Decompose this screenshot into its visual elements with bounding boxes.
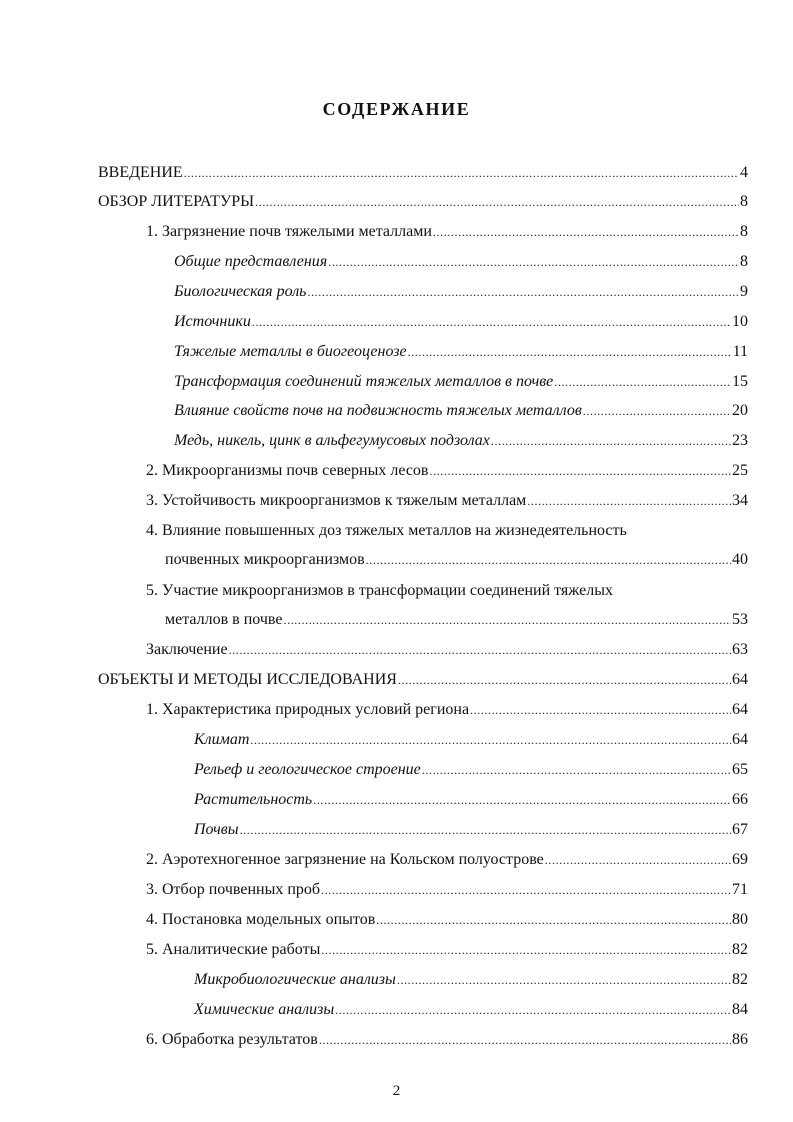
toc-dot-leader [366, 548, 731, 572]
toc-dot-leader [319, 1028, 731, 1052]
toc-dot-leader [397, 968, 731, 992]
toc-entry-page: 34 [732, 492, 748, 509]
toc-entry-label: 4. Постановка модельных опытов [146, 911, 376, 928]
toc-dot-leader [433, 220, 739, 244]
toc-entry-page: 20 [732, 402, 748, 419]
toc-dot-leader [255, 190, 739, 214]
toc-entry-northern-forest-microorganisms[interactable] [146, 459, 748, 483]
toc-entry-vegetation[interactable] [194, 788, 748, 812]
toc-entry-label: Влияние свойств почв на подвижность тяжелых металлов [174, 402, 582, 419]
toc-entry-label: 2. Микроорганизмы почв северных лесов [146, 462, 429, 479]
toc-entry-results-processing[interactable] [146, 1028, 748, 1052]
toc-entry-label: Рельеф и геологическое строение [194, 761, 421, 778]
toc-entry-page: 65 [732, 761, 748, 778]
toc-entry-page: 64 [732, 701, 748, 718]
toc-entry-climate[interactable] [194, 728, 748, 752]
toc-entry-page: 8 [740, 193, 748, 210]
toc-entry-page: 64 [732, 671, 748, 688]
toc-entry-label: 3. Устойчивость микроорганизмов к тяжелым металлам [146, 492, 527, 509]
toc-entry-label: 2. Аэротехногенное загрязнение на Кольском полуострове [146, 851, 544, 868]
toc-entry-transformation-compounds[interactable] [174, 370, 748, 394]
toc-entry-page: 53 [732, 611, 748, 628]
toc-entry-label: 6. Обработка результатов [146, 1031, 318, 1048]
toc-entry-page: 9 [740, 283, 748, 300]
toc-dot-leader [229, 638, 731, 662]
toc-entry-model-experiments[interactable] [146, 908, 748, 932]
toc-entry-microbiological-analyses[interactable] [194, 968, 748, 992]
toc-entry-objects-methods[interactable] [98, 668, 748, 692]
toc-dot-leader [376, 908, 731, 932]
toc-dot-leader [398, 668, 731, 692]
toc-entry-page: 66 [732, 791, 748, 808]
toc-entry-page: 71 [732, 881, 748, 898]
toc-entry-page: 86 [732, 1031, 748, 1048]
toc-entry-microorganism-participation[interactable] [165, 608, 748, 632]
toc-entry-page: 63 [732, 641, 748, 658]
toc-entry-relief-geology[interactable] [194, 758, 748, 782]
toc-entry-label: Растительность [194, 791, 313, 808]
toc-entry-page: 11 [732, 343, 748, 360]
toc-entry-page: 64 [732, 731, 748, 748]
toc-dot-leader [250, 728, 731, 752]
toc-entry-label: Микробиологические анализы [194, 971, 396, 988]
page-title: СОДЕРЖАНИЕ [322, 99, 471, 119]
toc-entry-label: Тяжелые металлы в биогеоценозе [174, 343, 407, 360]
toc-entry-aerotechnogenic-pollution[interactable] [146, 848, 748, 872]
toc-dot-leader [321, 878, 731, 902]
toc-dot-leader [328, 250, 739, 274]
toc-entry-label: 5. Аналитические работы [146, 941, 321, 958]
toc-entry-label: ВВЕДЕНИЕ [98, 164, 183, 181]
toc-entry-page: 8 [740, 253, 748, 270]
toc-entry-high-doses-influence-line1[interactable]: 4. Влияние повышенных доз тяжелых металлов на жизнедеятельность [146, 522, 627, 539]
toc-dot-leader [335, 998, 731, 1022]
toc-entry-label: 3. Отбор почвенных проб [146, 881, 321, 898]
toc-entry-label: Почвы [194, 821, 239, 838]
toc-entry-introduction[interactable] [98, 161, 748, 185]
toc-entry-soil-properties-influence[interactable] [174, 399, 748, 423]
toc-entry-microorganism-resistance[interactable] [146, 489, 748, 513]
toc-entry-high-doses-influence[interactable] [165, 548, 748, 572]
toc-entry-label: металлов в почве [165, 611, 283, 628]
toc-entry-page: 67 [732, 821, 748, 838]
toc-entry-label: почвенных микроорганизмов [165, 551, 365, 568]
toc-dot-leader [545, 848, 731, 872]
toc-dot-leader [429, 459, 731, 483]
toc-dot-leader [583, 399, 731, 423]
toc-dot-leader [284, 608, 732, 632]
toc-entry-general-concepts[interactable] [174, 250, 748, 274]
toc-entry-page: 82 [732, 971, 748, 988]
toc-entry-page: 40 [732, 551, 748, 568]
toc-entry-page: 10 [732, 313, 748, 330]
toc-dot-leader [491, 429, 731, 453]
toc-dot-leader [313, 788, 731, 812]
toc-entry-label: 1. Загрязнение почв тяжелыми металлами [146, 223, 432, 240]
toc-entry-label: Трансформация соединений тяжелых металлов в почве [174, 373, 554, 390]
toc-dot-leader [422, 758, 731, 782]
toc-entry-label: Биологическая роль [174, 283, 307, 300]
toc-dot-leader [184, 161, 739, 185]
toc-dot-leader [321, 938, 731, 962]
toc-dot-leader [307, 280, 739, 304]
toc-entry-page: 80 [732, 911, 748, 928]
toc-entry-microorganism-participation-line1[interactable]: 5. Участие микроорганизмов в трансформации соединений тяжелых [146, 582, 613, 599]
toc-entry-label: ОБЗОР ЛИТЕРАТУРЫ [98, 193, 255, 210]
toc-entry-label: Источники [174, 313, 251, 330]
toc-entry-page: 8 [740, 223, 748, 240]
toc-entry-page: 15 [732, 373, 748, 390]
toc-entry-label: 1. Характеристика природных условий региона [146, 701, 470, 718]
toc-entry-soil-pollution[interactable] [146, 220, 748, 244]
toc-entry-label: Медь, никель, цинк в альфегумусовых подзолах [174, 432, 490, 449]
page-number: 2 [392, 1083, 401, 1099]
toc-entry-biological-role[interactable] [174, 280, 748, 304]
toc-entry-literature-review[interactable] [98, 190, 748, 214]
toc-entry-soils[interactable] [194, 818, 748, 842]
toc-entry-soil-sampling[interactable] [146, 878, 748, 902]
toc-entry-natural-conditions[interactable] [146, 698, 748, 722]
toc-dot-leader [252, 310, 731, 334]
toc-entry-label: Общие представления [174, 253, 328, 270]
toc-entry-label: Химические анализы [194, 1001, 335, 1018]
toc-entry-page: 69 [732, 851, 748, 868]
toc-entry-conclusion[interactable] [146, 638, 748, 662]
toc-entry-page: 4 [740, 164, 748, 181]
toc-entry-label: ОБЪЕКТЫ И МЕТОДЫ ИССЛЕДОВАНИЯ [98, 671, 397, 688]
toc-entry-analytical-work[interactable] [146, 938, 748, 962]
toc-entry-chemical-analyses[interactable] [194, 998, 748, 1022]
toc-dot-leader [527, 489, 731, 513]
toc-entry-heavy-metals-biogeocenosis[interactable] [174, 340, 748, 364]
toc-entry-page: 84 [732, 1001, 748, 1018]
toc-entry-page: 25 [732, 462, 748, 479]
toc-entry-sources[interactable] [174, 310, 748, 334]
toc-entry-label: Заключение [146, 641, 228, 658]
toc-dot-leader [240, 818, 731, 842]
toc-dot-leader [554, 370, 731, 394]
toc-entry-label: Климат [194, 731, 250, 748]
toc-entry-page: 23 [732, 432, 748, 449]
toc-entry-page: 82 [732, 941, 748, 958]
toc-dot-leader [408, 340, 732, 364]
toc-dot-leader [470, 698, 731, 722]
toc-entry-copper-nickel-zinc[interactable] [174, 429, 748, 453]
